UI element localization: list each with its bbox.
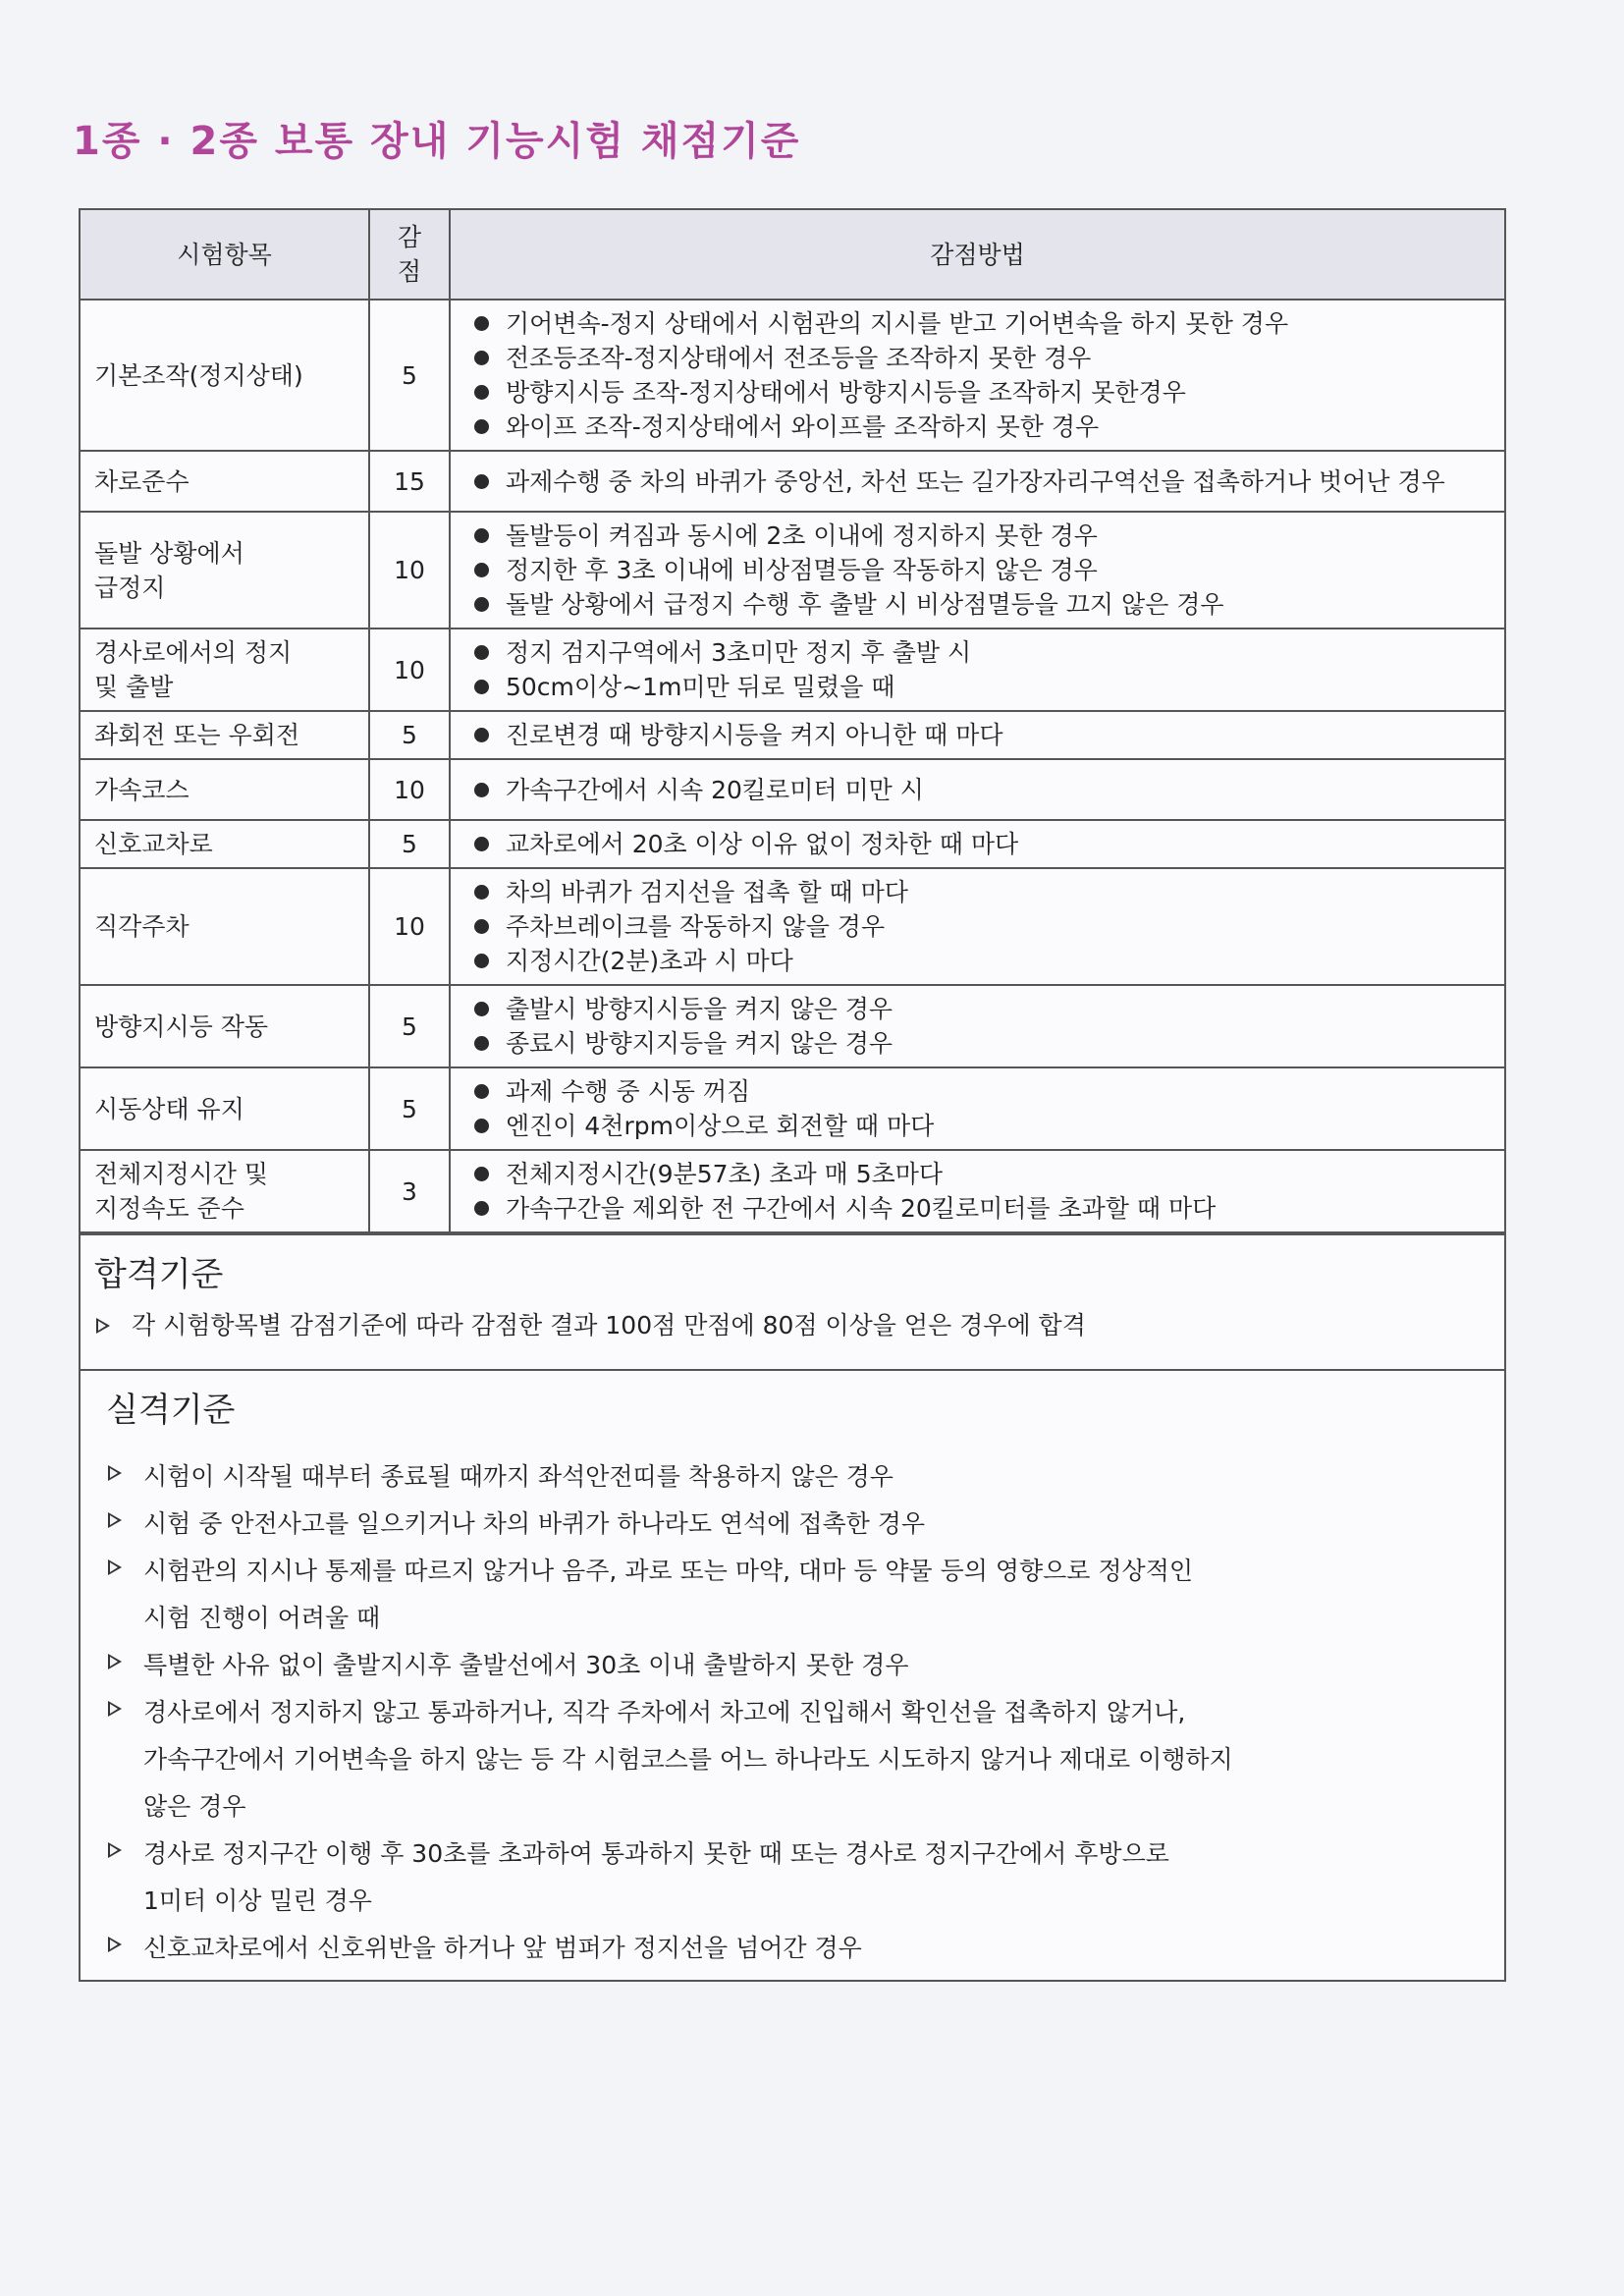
deduction-method-text: 전조등조작-정지상태에서 전조등을 조작하지 못한 경우 — [506, 344, 1092, 372]
criteria-text: 각 시험항목별 감점기준에 따라 감점한 결과 100점 만점에 80점 이상을 얻은 경우에 합격 — [132, 1311, 1086, 1339]
deduction-method-list — [464, 635, 1490, 704]
header-method: 감점방법 — [450, 210, 1504, 300]
deduction-method-text: 엔진이 4천rpm이상으로 회전할 때 마다 — [506, 1112, 935, 1140]
list-item — [464, 553, 1490, 587]
triangle-bullet-icon — [108, 1701, 122, 1717]
table-row — [81, 868, 1504, 985]
deduction-method-cell — [450, 451, 1504, 512]
deduction-method-cell — [450, 711, 1504, 759]
deduction-points-cell: 5 — [369, 985, 450, 1067]
table-row — [81, 711, 1504, 759]
deduction-method-text: 진로변경 때 방향지시등을 켜지 아니한 때 마다 — [506, 721, 1003, 749]
bullet-icon — [474, 351, 489, 365]
deduction-points-cell: 10 — [369, 868, 450, 985]
list-item — [464, 827, 1490, 861]
test-item-cell: 차로준수 — [81, 451, 369, 512]
test-item-cell: 신호교차로 — [81, 820, 369, 868]
list-item — [464, 718, 1490, 752]
test-item-cell: 돌발 상황에서 급정지 — [81, 512, 369, 629]
deduction-method-text: 교차로에서 20초 이상 이유 없이 정차한 때 마다 — [506, 830, 1019, 858]
deduction-method-text: 출발시 방향지시등을 켜지 않은 경우 — [506, 995, 893, 1023]
bullet-icon — [474, 645, 489, 660]
table-row — [81, 300, 1504, 451]
deduction-method-text: 종료시 방향지지등을 켜지 않은 경우 — [506, 1029, 893, 1058]
triangle-bullet-icon — [108, 1842, 122, 1858]
list-item — [464, 1109, 1490, 1143]
deduction-method-cell — [450, 985, 1504, 1067]
deduction-points-cell: 3 — [369, 1150, 450, 1232]
triangle-bullet-icon — [108, 1465, 122, 1481]
bullet-icon — [474, 385, 489, 400]
deduction-method-list — [464, 519, 1490, 622]
table-row — [81, 820, 1504, 868]
bullet-icon — [474, 1201, 489, 1216]
bullet-icon — [474, 474, 489, 489]
bullet-icon — [474, 563, 489, 577]
header-item: 시험항목 — [81, 210, 369, 300]
deduction-method-list — [464, 773, 1490, 807]
deduction-points-cell: 5 — [369, 711, 450, 759]
table-body — [81, 300, 1504, 1232]
deduction-method-list — [464, 1074, 1490, 1143]
list-item — [464, 909, 1490, 944]
bullet-icon — [474, 919, 489, 934]
bullet-icon — [474, 728, 489, 742]
deduction-method-list — [464, 306, 1490, 444]
deduction-method-list — [464, 1157, 1490, 1226]
test-item-cell: 좌회전 또는 우회전 — [81, 711, 369, 759]
table-row — [81, 451, 1504, 512]
deduction-method-text: 전체지정시간(9분57초) 초과 매 5초마다 — [506, 1160, 944, 1188]
bullet-icon — [474, 316, 489, 331]
deduction-points-cell: 10 — [369, 512, 450, 629]
deduction-method-list — [464, 875, 1490, 978]
deduction-method-cell — [450, 1150, 1504, 1232]
deduction-method-text: 정지 검지구역에서 3초미만 정지 후 출발 시 — [506, 638, 972, 667]
deduction-method-text: 지정시간(2분)초과 시 마다 — [506, 947, 793, 975]
table-row — [81, 1150, 1504, 1232]
fail-criteria-title: 실격기준 — [106, 1391, 236, 1430]
deduction-points-cell: 5 — [369, 820, 450, 868]
list-item — [106, 1689, 1487, 1831]
deduction-method-cell — [450, 820, 1504, 868]
test-item-cell: 가속코스 — [81, 759, 369, 820]
table-row — [81, 1067, 1504, 1150]
deduction-points-cell: 10 — [369, 629, 450, 711]
deduction-points-cell: 15 — [369, 451, 450, 512]
test-item-cell: 전체지정시간 및 지정속도 준수 — [81, 1150, 369, 1232]
deduction-method-cell — [450, 300, 1504, 451]
triangle-bullet-icon — [96, 1318, 110, 1334]
list-item — [106, 1453, 1487, 1501]
pass-criteria-title: 합격기준 — [94, 1255, 224, 1294]
deduction-method-cell — [450, 1067, 1504, 1150]
table-row — [81, 759, 1504, 820]
test-item-cell: 시동상태 유지 — [81, 1067, 369, 1150]
deduction-method-cell — [450, 868, 1504, 985]
deduction-method-text: 방향지시등 조작-정지상태에서 방향지시등을 조작하지 못한경우 — [506, 378, 1186, 407]
scoring-table — [81, 210, 1504, 1233]
deduction-points-cell: 5 — [369, 300, 450, 451]
list-item — [464, 670, 1490, 704]
list-item — [106, 1548, 1487, 1642]
list-item — [464, 375, 1490, 410]
list-item — [464, 1191, 1490, 1226]
pass-criteria-section — [81, 1233, 1504, 1369]
criteria-text: 특별한 사유 없이 출발지시후 출발선에서 30초 이내 출발하지 못한 경우 — [143, 1651, 909, 1679]
list-item — [464, 465, 1490, 499]
bullet-icon — [474, 837, 489, 851]
list-item — [464, 1074, 1490, 1109]
deduction-method-list — [464, 465, 1490, 499]
table-row — [81, 985, 1504, 1067]
test-item-cell: 직각주차 — [81, 868, 369, 985]
deduction-method-list — [464, 827, 1490, 861]
list-item — [464, 587, 1490, 622]
list-item — [464, 635, 1490, 670]
bullet-icon — [474, 954, 489, 968]
list-item — [106, 1925, 1487, 1972]
deduction-method-text: 주차브레이크를 작동하지 않을 경우 — [506, 912, 886, 941]
deduction-method-text: 와이프 조작-정지상태에서 와이프를 조작하지 못한 경우 — [506, 412, 1100, 441]
list-item — [94, 1306, 1487, 1345]
page-title: 1종 · 2종 보통 장내 기능시험 채점기준 — [73, 119, 801, 164]
deduction-method-text: 가속구간을 제외한 전 구간에서 시속 20킬로미터를 초과할 때 마다 — [506, 1194, 1217, 1223]
deduction-method-cell — [450, 629, 1504, 711]
criteria-text: 경사로 정지구간 이행 후 30초를 초과하여 통과하지 못한 때 또는 경사로 정지구간에서 후방으로 1미터 이상 밀린 경우 — [143, 1839, 1169, 1915]
deduction-method-text: 50cm이상~1m미만 뒤로 밀렸을 때 — [506, 673, 895, 701]
criteria-text: 시험 중 안전사고를 일으키거나 차의 바퀴가 하나라도 연석에 접촉한 경우 — [143, 1509, 926, 1538]
criteria-text: 신호교차로에서 신호위반을 하거나 앞 범퍼가 정지선을 넘어간 경우 — [143, 1934, 862, 1962]
criteria-text: 시험관의 지시나 통제를 따르지 않거나 음주, 과로 또는 마약, 대마 등 약물 등의 영향으로 정상적인 시험 진행이 어려울 때 — [143, 1557, 1194, 1632]
list-item — [464, 773, 1490, 807]
criteria-text: 시험이 시작될 때부터 종료될 때까지 좌석안전띠를 착용하지 않은 경우 — [143, 1462, 893, 1491]
bullet-icon — [474, 528, 489, 543]
triangle-bullet-icon — [108, 1559, 122, 1575]
fail-criteria-section — [81, 1369, 1504, 1980]
bullet-icon — [474, 1084, 489, 1099]
bullet-icon — [474, 680, 489, 694]
bullet-icon — [474, 1119, 489, 1133]
deduction-method-text: 정지한 후 3초 이내에 비상점멸등을 작동하지 않은 경우 — [506, 556, 1098, 584]
deduction-points-cell: 10 — [369, 759, 450, 820]
list-item — [464, 306, 1490, 341]
deduction-method-text: 돌발등이 켜짐과 동시에 2초 이내에 정지하지 못한 경우 — [506, 521, 1098, 550]
deduction-method-list — [464, 718, 1490, 752]
list-item — [464, 944, 1490, 978]
list-item — [106, 1501, 1487, 1548]
deduction-method-text: 과제수행 중 차의 바퀴가 중앙선, 차선 또는 길가장자리구역선을 접촉하거나 벗어난 경우 — [506, 466, 1445, 496]
deduction-method-text: 돌발 상황에서 급정지 수행 후 출발 시 비상점멸등을 끄지 않은 경우 — [506, 590, 1224, 619]
bullet-icon — [474, 1167, 489, 1181]
deduction-method-list — [464, 992, 1490, 1061]
triangle-bullet-icon — [108, 1512, 122, 1528]
list-item — [464, 341, 1490, 375]
list-item — [464, 992, 1490, 1026]
test-item-cell: 경사로에서의 정지 및 출발 — [81, 629, 369, 711]
bullet-icon — [474, 1002, 489, 1016]
pass-criteria-list — [94, 1306, 1487, 1345]
deduction-method-text: 과제 수행 중 시동 꺼짐 — [506, 1077, 751, 1106]
test-item-cell: 기본조작(정지상태) — [81, 300, 369, 451]
deduction-method-cell — [450, 759, 1504, 820]
deduction-method-cell — [450, 512, 1504, 629]
triangle-bullet-icon — [108, 1937, 122, 1952]
list-item — [464, 1026, 1490, 1061]
test-item-cell: 방향지시등 작동 — [81, 985, 369, 1067]
deduction-points-cell: 5 — [369, 1067, 450, 1150]
deduction-method-text: 차의 바퀴가 검지선을 접촉 할 때 마다 — [506, 878, 908, 906]
header-points: 감 점 — [369, 210, 450, 300]
triangle-bullet-icon — [108, 1654, 122, 1669]
deduction-method-text: 기어변속-정지 상태에서 시험관의 지시를 받고 기어변속을 하지 못한 경우 — [506, 309, 1289, 338]
bullet-icon — [474, 885, 489, 900]
bullet-icon — [474, 1036, 489, 1051]
criteria-text: 경사로에서 정지하지 않고 통과하거나, 직각 주차에서 차고에 진입해서 확인선을 접촉하지 않거나, 가속구간에서 기어변속을 하지 않는 등 각 시험코스를 어느 하나라도 시도하지 않거나 제대로 이행하지 않은 경우 — [143, 1698, 1233, 1821]
fail-criteria-list — [106, 1453, 1487, 1972]
criteria-box — [79, 208, 1506, 1982]
list-item — [464, 519, 1490, 553]
list-item — [464, 1157, 1490, 1191]
deduction-method-text: 가속구간에서 시속 20킬로미터 미만 시 — [506, 775, 924, 804]
table-row — [81, 512, 1504, 629]
list-item — [106, 1831, 1487, 1925]
table-header-row — [81, 210, 1504, 300]
bullet-icon — [474, 783, 489, 797]
bullet-icon — [474, 597, 489, 612]
list-item — [464, 875, 1490, 909]
table-row — [81, 629, 1504, 711]
bullet-icon — [474, 419, 489, 434]
list-item — [464, 410, 1490, 444]
list-item — [106, 1642, 1487, 1689]
